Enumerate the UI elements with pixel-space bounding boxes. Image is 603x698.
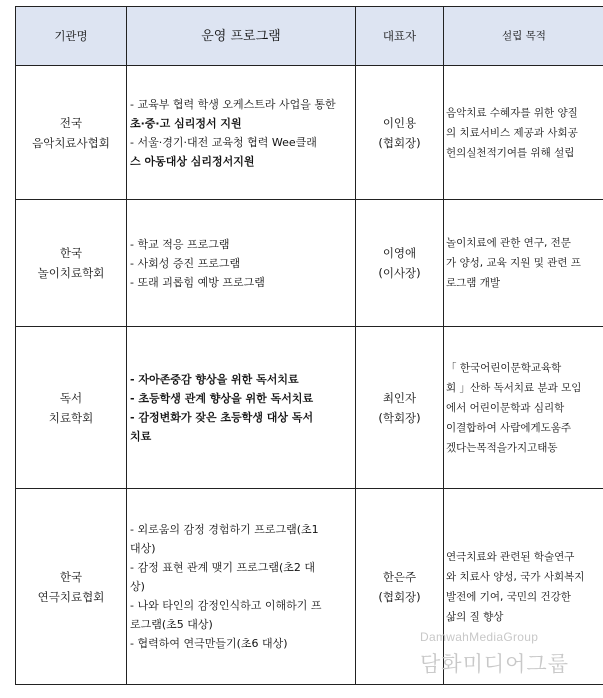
representative-line: (협회장) (378, 135, 421, 150)
org-name-line: 독서 (59, 390, 83, 405)
org-name-cell (16, 66, 127, 200)
program-line: - 자아존중감 향상을 위한 독서치료 (130, 372, 299, 386)
program-line: - 감정 표현 관계 맺기 프로그램(초2 대 (130, 561, 316, 574)
representative-line: (학회장) (378, 410, 421, 425)
organization-table (15, 6, 603, 685)
programs-cell (127, 66, 356, 200)
program-line: - 협력하여 연극만들기(초6 대상) (130, 637, 288, 650)
purpose-line: 「 한국어린이문학교육학 (446, 361, 562, 374)
org-name-line: 전국 (59, 115, 83, 130)
representative-line: 한은주 (382, 569, 417, 584)
org-name-line: 음악치료사협회 (32, 135, 110, 150)
program-line: - 교육부 협력 학생 오케스트라 사업을 통한 (130, 97, 336, 111)
purpose-line: 의 치료서비스 제공과 사회공 (446, 126, 578, 139)
programs-cell (127, 489, 356, 685)
program-line: - 또래 괴롭힘 예방 프로그램 (130, 275, 265, 289)
org-name-cell (16, 327, 127, 489)
program-line: 치료 (130, 429, 152, 443)
header-programs: 운영 프로그램 (127, 7, 356, 66)
purpose-line: 회 」산하 독서치료 분과 모임 (446, 381, 582, 394)
purpose-line: 가 양성, 교육 지원 및 관련 프 (446, 257, 581, 269)
header-row (16, 7, 603, 66)
program-line: 로그램(초5 대상) (130, 618, 213, 631)
purpose-cell (444, 66, 603, 200)
purpose-line: 헌의실천적기여를 위해 설립 (446, 146, 575, 159)
purpose-line: 연극치료와 관련된 학술연구 (446, 550, 575, 563)
representative-line: (이사장) (378, 266, 421, 280)
program-line: 스 아동대상 심리정서지원 (130, 154, 255, 168)
program-line: - 외로움의 감정 경험하기 프로그램(초1 (130, 523, 319, 536)
org-name-cell (16, 489, 127, 685)
purpose-cell (444, 327, 603, 489)
table-row (16, 200, 603, 327)
program-line: 대상) (130, 542, 156, 555)
purpose-line: 겠다는목적을가지고태동 (446, 441, 558, 454)
programs-cell (127, 200, 356, 327)
program-line: 초·중·고 심리정서 지원 (130, 116, 242, 130)
program-line: - 사회성 증진 프로그램 (130, 256, 241, 270)
org-name-line: 치료학회 (48, 410, 94, 425)
watermark-ko: 담화미디어그룹 (420, 652, 570, 676)
org-name-line: 연극치료협회 (37, 589, 105, 604)
table-row (16, 327, 603, 489)
program-line: - 초등학생 관계 향상을 위한 독서치료 (130, 391, 314, 405)
representative-line: (협회장) (378, 589, 421, 604)
header-org: 기관명 (16, 7, 127, 66)
purpose-line: 에서 어린이문학과 심리학 (446, 401, 565, 414)
representative-cell (356, 200, 444, 327)
header-representative: 대표자 (356, 7, 444, 66)
program-line: - 나와 타인의 감정인식하고 이해하기 프 (130, 599, 322, 612)
program-line: - 감정변화가 잦은 초등학생 대상 독서 (130, 410, 314, 424)
programs-cell (127, 327, 356, 489)
org-name-line: 한국 (59, 246, 83, 260)
program-line: 상) (130, 580, 145, 593)
header-purpose: 설립 목적 (444, 7, 603, 66)
purpose-line: 삶의 질 향상 (446, 610, 504, 623)
program-line: - 학교 적응 프로그램 (130, 237, 230, 251)
org-name-line: 한국 (59, 569, 83, 584)
representative-cell (356, 327, 444, 489)
purpose-line: 발전에 기여, 국민의 건강한 (446, 590, 571, 603)
purpose-cell (444, 200, 603, 327)
representative-line: 이영애 (382, 246, 417, 260)
watermark-en: DamwahMediaGroup (420, 630, 539, 644)
org-name-line: 놀이치료학회 (37, 266, 105, 280)
program-line: - 서울·경기·대전 교육청 협력 Wee클래 (130, 135, 317, 149)
table-row (16, 66, 603, 200)
org-name-cell (16, 200, 127, 327)
representative-line: 최인자 (382, 390, 417, 405)
watermark (420, 630, 569, 678)
representative-line: 이인용 (382, 115, 417, 130)
purpose-line: 음악치료 수혜자를 위한 양질 (446, 106, 578, 119)
purpose-line: 이결합하여 사람에게도움주 (446, 421, 572, 434)
purpose-line: 와 치료사 양성, 국가 사회복지 (446, 570, 585, 583)
purpose-line: 로그램 개발 (446, 277, 501, 289)
purpose-line: 놀이치료에 관한 연구, 전문 (446, 237, 571, 249)
representative-cell (356, 66, 444, 200)
